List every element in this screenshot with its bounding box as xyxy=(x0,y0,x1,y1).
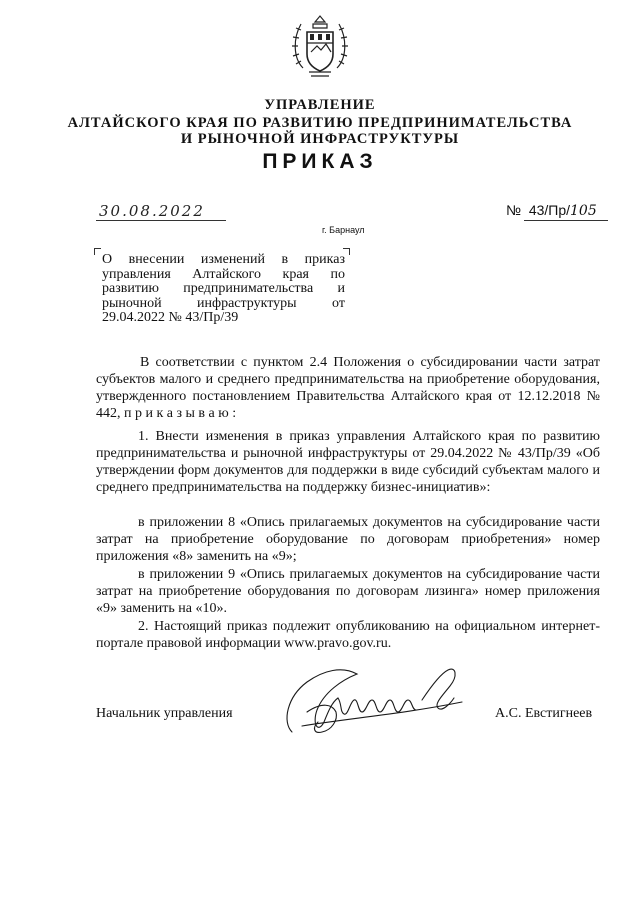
paragraph-item-2: 2. Настоящий приказ подлежит опубликованию на официальном интернет-портале правовой информации www.pravo.gov.ru. xyxy=(96,619,600,651)
subject-line: управления Алтайского края по xyxy=(102,266,345,282)
signatory-name: А.С. Евстигнеев xyxy=(495,706,593,721)
org-name-line-3: И РЫНОЧНОЙ ИНФРАСТРУКТУРЫ xyxy=(180,131,460,147)
subject-corner-left xyxy=(94,248,101,255)
org-name-line-1: УПРАВЛЕНИЕ xyxy=(264,97,376,113)
paragraph-item-1: 1. Внести изменения в приказ управления Алтайского края по развитию предпринимательства и рыночной инфраструктуры от 29.04.2022 № 43/Пр/39 «Об утверждении форм документов для поддержки в виде субсидий субъектам малого и среднего предпринимательства на поддержку бизнес-инициатив»: xyxy=(96,429,600,495)
paragraph-appendix-9: в приложении 9 «Опись прилагаемых документов на субсидирование части затрат на приобретение оборудования по договорам лизинга» номер приложения «9» заменить на «10». xyxy=(96,567,600,616)
number-printed: 43/Пр/ xyxy=(528,202,571,218)
coat-of-arms-emblem xyxy=(289,10,351,90)
number-underline xyxy=(524,220,608,221)
document-title: ПРИКАЗ xyxy=(262,150,378,173)
org-name-line-2: АЛТАЙСКОГО КРАЯ ПО РАЗВИТИЮ ПРЕДПРИНИМАТЕЛЬСТВА xyxy=(67,115,573,131)
order-date: 30.08.2022 xyxy=(99,202,205,220)
subject-line: О внесении изменений в приказ xyxy=(102,252,345,267)
subject-line: рыночной инфраструктуры от xyxy=(102,295,345,311)
subject-line: развитию предпринимательства и xyxy=(102,281,345,296)
subject-line: 29.04.2022 № 43/Пр/39 xyxy=(102,310,239,325)
signatory-role: Начальник управления xyxy=(96,706,233,721)
city: г. Барнаул xyxy=(322,225,365,235)
order-number xyxy=(506,202,597,219)
number-prefix: № xyxy=(506,202,522,218)
order-subject xyxy=(102,253,345,326)
handwritten-signature xyxy=(262,652,472,742)
number-handwritten: 105 xyxy=(570,203,597,219)
date-underline xyxy=(96,220,226,221)
paragraph-preamble: В соответствии с пунктом 2.4 Положения о субсидировании части затрат субъектов малого и среднего предпринимательства на приобретение оборудования, утвержденного постановлением Правительства Алтайского края от 12.12.2018 № 442, п р и к а з ы в а ю : xyxy=(96,355,600,421)
paragraph-appendix-8: в приложении 8 «Опись прилагаемых документов на субсидирование части затрат на приобретение оборудование по договорам приобретения» номер приложения «8» заменить на «9»; xyxy=(96,515,600,564)
